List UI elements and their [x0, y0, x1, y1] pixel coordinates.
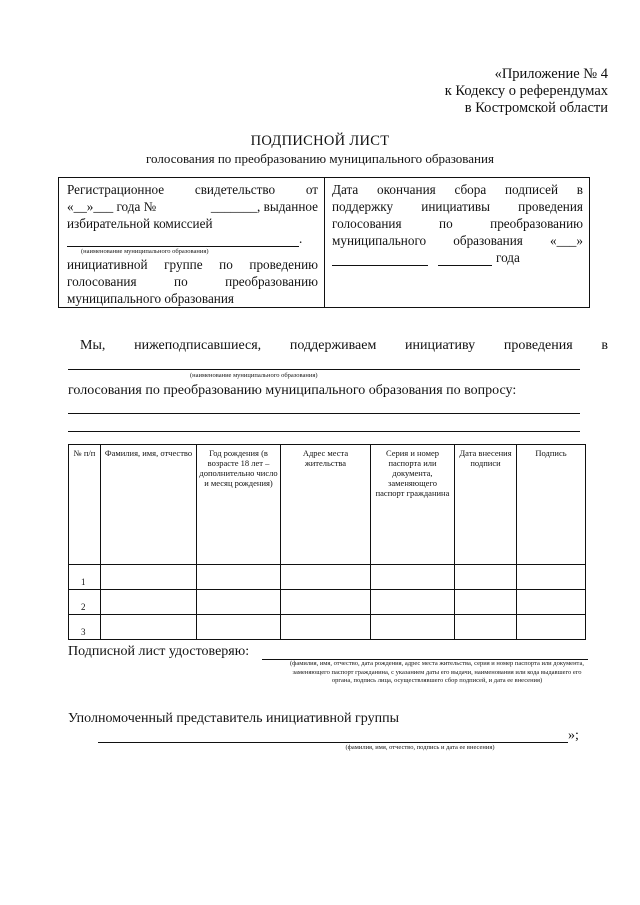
- reg-line-6: голосования по преобразованию: [67, 274, 318, 289]
- representative-label: Уполномоченный представитель инициативной группы: [68, 711, 399, 726]
- table-header-row: [69, 445, 586, 565]
- table-row: [69, 565, 586, 590]
- end-line-5: [332, 249, 583, 266]
- registration-info-box: [58, 177, 590, 308]
- signature-table: [68, 444, 586, 640]
- address-cell[interactable]: [281, 565, 371, 590]
- name-cell[interactable]: [101, 615, 197, 640]
- address-cell[interactable]: [281, 615, 371, 640]
- signature-cell[interactable]: [517, 615, 586, 640]
- end-year-label: года: [496, 250, 520, 265]
- end-year-line: [438, 265, 492, 266]
- end-line-2: поддержку инициативы проведения: [332, 199, 583, 214]
- header-passport: Серия и номер паспорта или документа, заменяющего паспорт гражданина: [371, 445, 455, 565]
- passport-cell[interactable]: [371, 615, 455, 640]
- end-line-1: Дата окончания сбора подписей в: [332, 182, 583, 197]
- header-signature: Подпись: [517, 445, 586, 565]
- question-answer-line-1: [68, 413, 580, 414]
- mo-name-caption-2: (наименование муниципального образования): [190, 372, 318, 379]
- question-answer-line-2: [68, 431, 580, 432]
- reg-line-7: муниципального образования: [67, 291, 234, 306]
- end-line-3: голосования по преобразованию: [332, 216, 583, 231]
- row-number-cell: [69, 565, 101, 590]
- row-number: 2: [81, 602, 86, 612]
- document-title: ПОДПИСНОЙ ЛИСТ: [250, 133, 390, 149]
- statement-word: инициативу: [405, 338, 476, 353]
- statement-word: поддерживаем: [289, 338, 377, 353]
- statement-word: нижеподписавшиеся,: [134, 338, 262, 353]
- name-cell[interactable]: [101, 565, 197, 590]
- appendix-line-3: в Костромской области: [464, 100, 608, 116]
- reg-line-4-dot: .: [299, 231, 303, 246]
- appendix-line-2: к Кодексу о референдумах: [444, 83, 608, 99]
- end-line-4: муниципального образования «___»: [332, 233, 583, 248]
- end-date-line: [332, 265, 428, 266]
- statement-line: [80, 338, 608, 354]
- representative-line-end: »;: [568, 728, 579, 743]
- document-subtitle: голосования по преобразованию муниципального образования: [146, 151, 494, 166]
- reg-line-5: инициативной группе по проведению: [67, 257, 318, 272]
- birth-cell[interactable]: [197, 615, 281, 640]
- mo-name-caption: (наименование муниципального образования): [81, 248, 209, 255]
- date-cell[interactable]: [455, 590, 517, 615]
- mo-name-line: [68, 369, 580, 370]
- birth-cell[interactable]: [197, 590, 281, 615]
- representative-caption: (фамилия, имя, отчество, подпись и дата ее внесения): [345, 744, 495, 751]
- reg-line-3: избирательной комиссией: [67, 216, 213, 231]
- appendix-header: [445, 66, 608, 117]
- header-number: № п/п: [69, 445, 101, 565]
- table-row: [69, 615, 586, 640]
- reg-line-4: [67, 232, 318, 247]
- statement-word: в: [601, 338, 608, 353]
- header-sign-date: Дата внесения подписи: [455, 445, 517, 565]
- passport-cell[interactable]: [371, 565, 455, 590]
- registration-certificate-cell: [59, 178, 325, 307]
- row-number-cell: [69, 590, 101, 615]
- row-number-cell: [69, 615, 101, 640]
- table-row: [69, 590, 586, 615]
- name-cell[interactable]: [101, 590, 197, 615]
- reg-date-number: «__»___ года №: [67, 199, 157, 214]
- collection-end-cell: [325, 178, 589, 307]
- header-address: Адрес места жительства: [281, 445, 371, 565]
- statement-word: Мы,: [80, 338, 106, 353]
- certify-caption: (фамилия, имя, отчество, дата рождения, адрес места жительства, серия и номер паспорта или документа, заменяющего паспорт гражданина, с указанием даты его выдачи, наименования или кода выдавшего его органа, подпись лица, осуществлявшего сбор подписей, и дата ее внесения): [290, 660, 584, 684]
- reg-line-1: Регистрационное свидетельство от: [67, 182, 318, 197]
- passport-cell[interactable]: [371, 590, 455, 615]
- date-cell[interactable]: [455, 565, 517, 590]
- row-number: 1: [81, 577, 86, 587]
- address-cell[interactable]: [281, 590, 371, 615]
- commission-name-line: [67, 246, 299, 247]
- appendix-line-1: «Приложение № 4: [494, 66, 608, 82]
- question-line: голосования по преобразованию муниципального образования по вопросу:: [68, 383, 517, 398]
- signature-cell[interactable]: [517, 565, 586, 590]
- birth-cell[interactable]: [197, 565, 281, 590]
- header-birth-year: Год рождения (в возрасте 18 лет – дополнительно число и месяц рождения): [197, 445, 281, 565]
- row-number: 3: [81, 627, 86, 637]
- signature-cell[interactable]: [517, 590, 586, 615]
- reg-line-2: [67, 198, 318, 215]
- date-cell[interactable]: [455, 615, 517, 640]
- certify-label: Подписной лист удостоверяю:: [68, 644, 250, 659]
- representative-line[interactable]: [98, 742, 568, 743]
- statement-word: проведения: [503, 338, 573, 353]
- reg-issued: _______, выданное: [210, 199, 318, 214]
- header-full-name: Фамилия, имя, отчество: [101, 445, 197, 565]
